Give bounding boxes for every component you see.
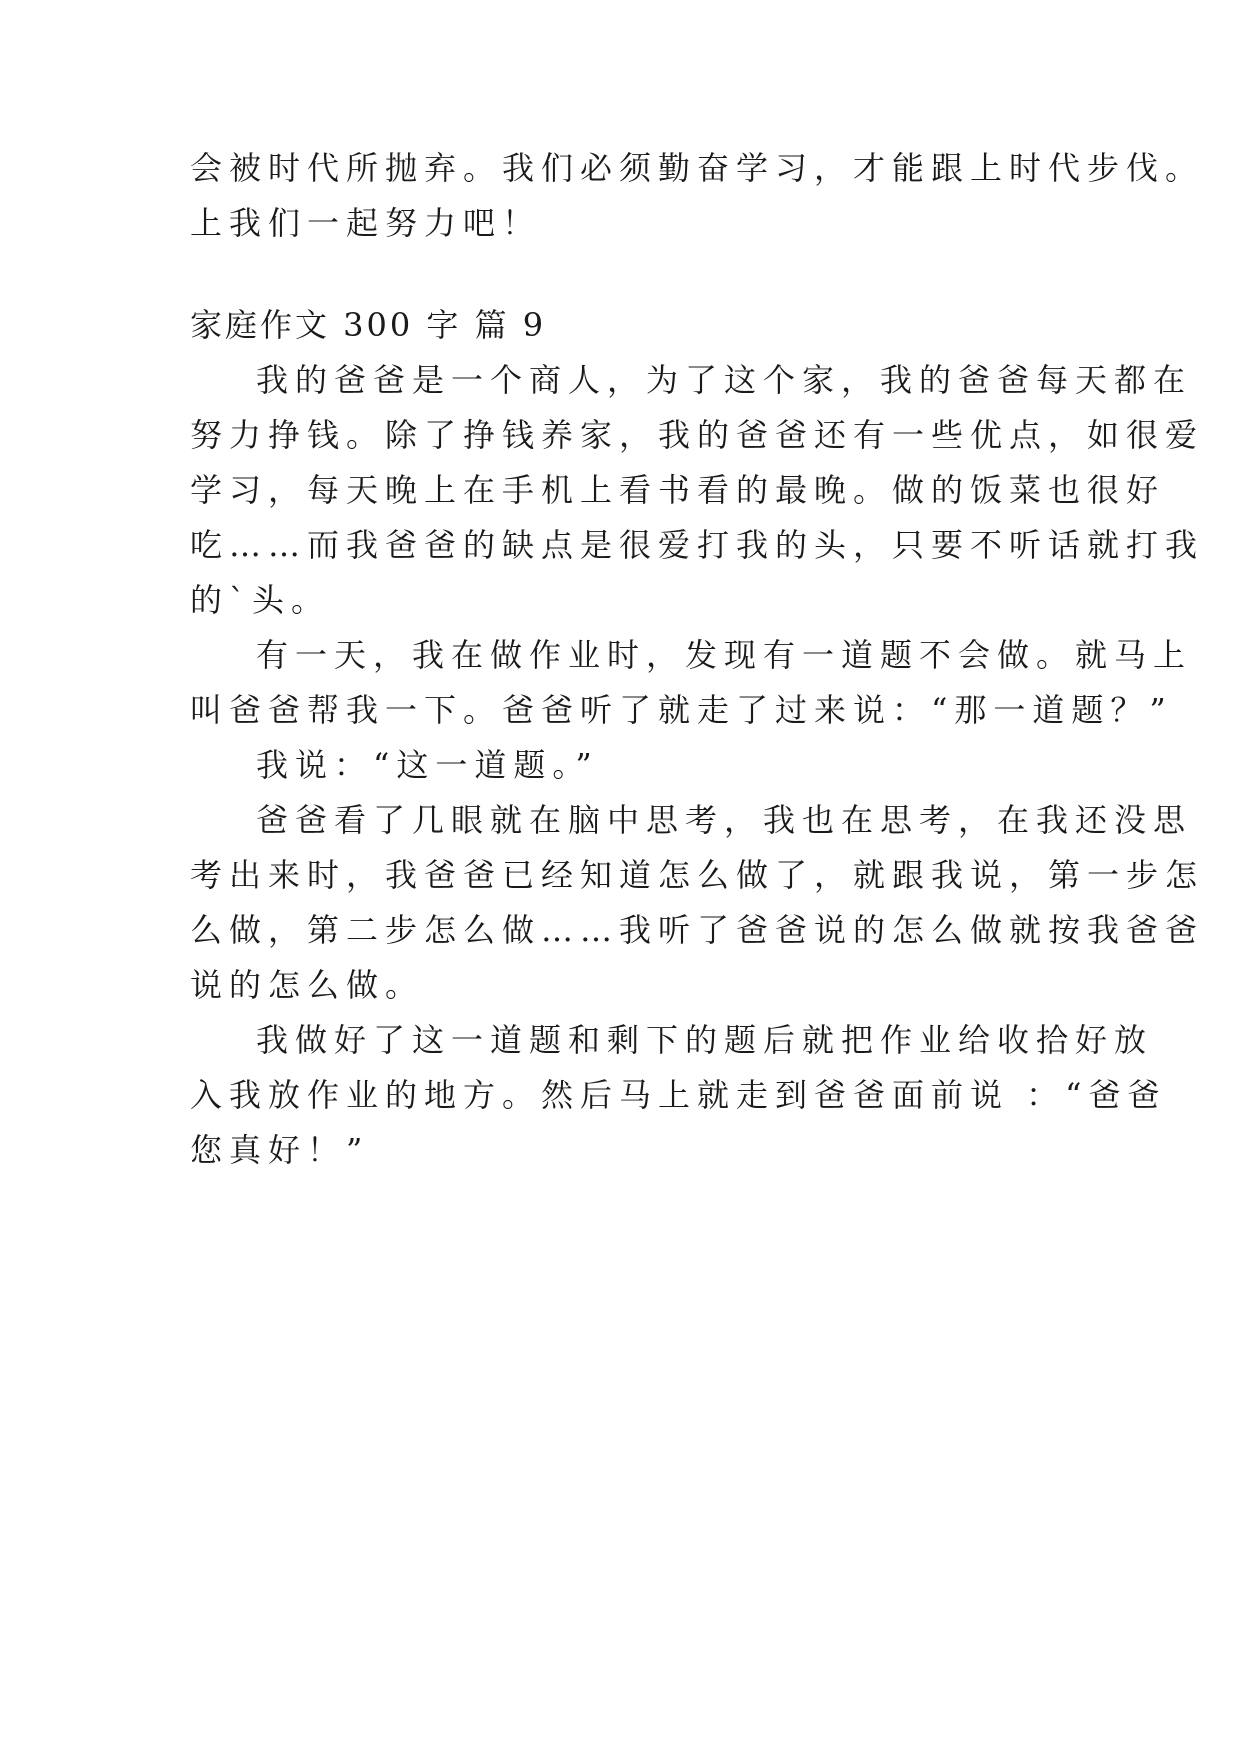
text-line: 上我们一起努力吧！ xyxy=(190,204,542,242)
text-line: 我的爸爸是一个商人，为了这个家，我的爸爸每天都在 xyxy=(256,361,1193,399)
text-line: 努力挣钱。除了挣钱养家，我的爸爸还有一些优点，如很爱 xyxy=(190,416,1205,454)
text-line: 您真好！” xyxy=(190,1131,370,1169)
text-line: 考出来时，我爸爸已经知道怎么做了，就跟我说，第一步怎 xyxy=(190,856,1205,894)
text-line: 入我放作业的地方。然后马上就走到爸爸面前说 ：“爸爸 xyxy=(190,1076,1167,1114)
text-line: 么做，第二步怎么做……我听了爸爸说的怎么做就按我爸爸 xyxy=(190,911,1205,949)
text-line: 说的怎么做。 xyxy=(190,966,425,1004)
text-line: 有一天，我在做作业时，发现有一道题不会做。就马上 xyxy=(256,636,1193,674)
text-line: 吃……而我爸爸的缺点是很爱打我的头，只要不听话就打我 xyxy=(190,526,1205,564)
text-line: 学习，每天晚上在手机上看书看的最晚。做的饭菜也很好 xyxy=(190,471,1166,509)
text-line: 我做好了这一道题和剩下的题后就把作业给收拾好放 xyxy=(256,1021,1154,1059)
text-line: 叫爸爸帮我一下。爸爸听了就走了过来说：“那一道题？” xyxy=(190,691,1173,729)
text-line: 爸爸看了几眼就在脑中思考，我也在思考，在我还没思 xyxy=(256,801,1193,839)
text-line: 的`头。 xyxy=(190,581,331,619)
text-line: 会被时代所抛弃。我们必须勤奋学习，才能跟上时代步伐。 xyxy=(190,149,1205,187)
section-title: 家庭作文 300 字 篇 9 xyxy=(190,306,547,344)
text-line: 我说：“这一道题。” xyxy=(256,746,599,784)
